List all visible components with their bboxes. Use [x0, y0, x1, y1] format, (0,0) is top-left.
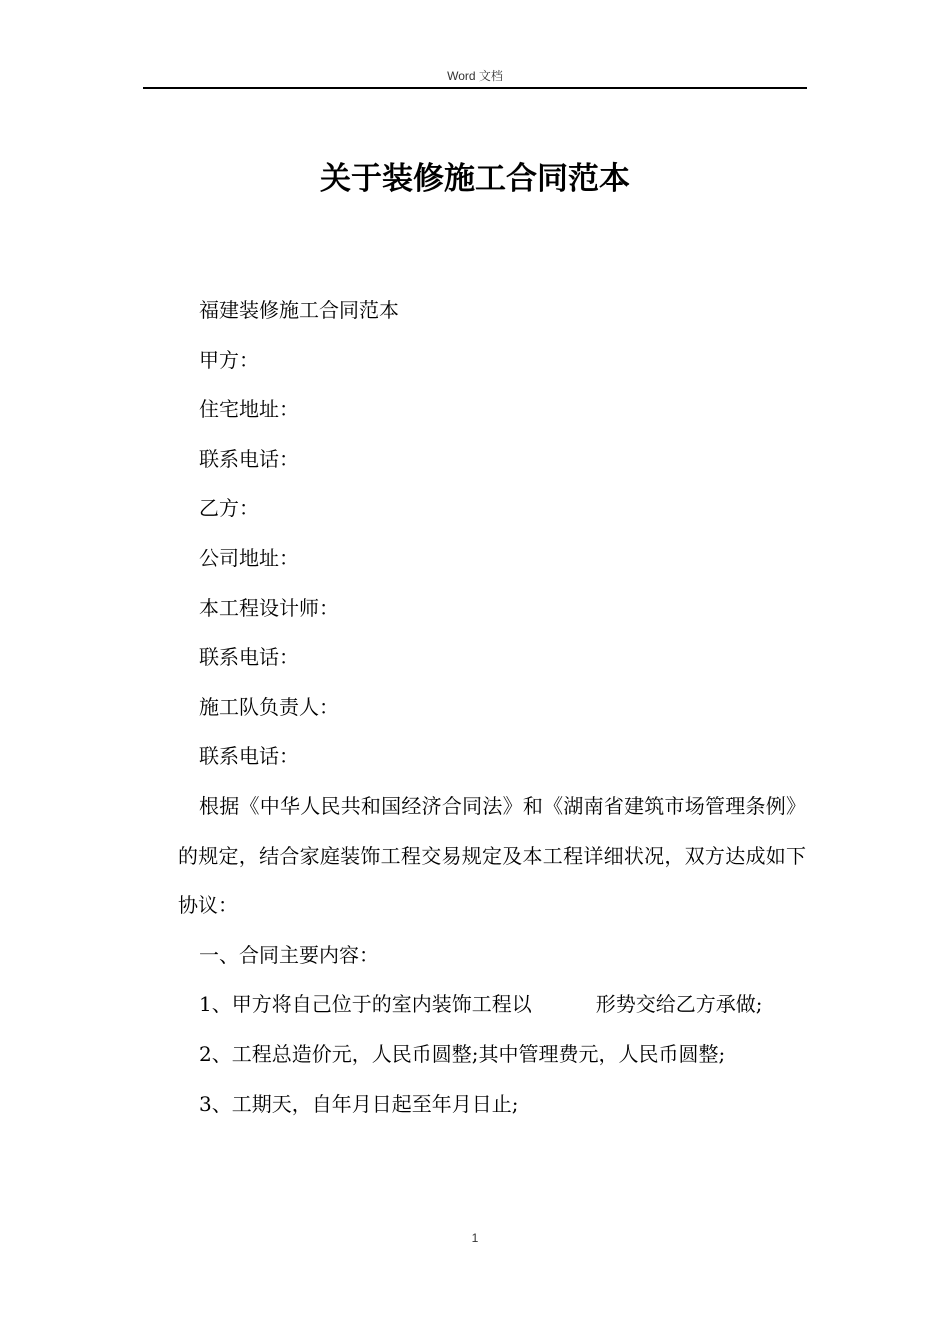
paragraph-team-leader-phone: 联系电话：: [199, 744, 299, 769]
document-title: 关于装修施工合同范本: [320, 161, 630, 197]
paragraph-residence-address: 住宅地址：: [199, 397, 299, 422]
paragraph-clause-3: 3、工期天，自年月日起至年月日止;: [199, 1091, 519, 1116]
paragraph-party-a-phone: 联系电话：: [199, 446, 299, 471]
paragraph-party-b: 乙方：: [199, 496, 259, 521]
paragraph-subtitle: 福建装修施工合同范本: [199, 298, 399, 322]
paragraph-clause-1: [178, 980, 806, 1030]
page-header: Word 文档: [447, 69, 503, 83]
paragraph-company-address: 公司地址：: [199, 545, 299, 570]
paragraph-section-one: 一、合同主要内容：: [199, 942, 379, 967]
clause-1-after: 形势交给乙方承做;: [595, 992, 763, 1017]
document-body: [178, 286, 806, 1129]
paragraph-party-a: 甲方：: [199, 347, 259, 372]
page-number: 1: [471, 1231, 479, 1245]
header-rule: [143, 87, 807, 89]
clause-1-before: 1、甲方将自己位于的室内装饰工程以: [199, 992, 532, 1017]
paragraph-clause-2: 2、工程总造价元，人民币圆整;其中管理费元，人民币圆整;: [199, 1041, 726, 1066]
paragraph-designer-phone: 联系电话：: [199, 645, 299, 670]
paragraph-team-leader: 施工队负责人：: [199, 694, 339, 719]
paragraph-designer: 本工程设计师：: [199, 595, 339, 620]
paragraph-legal-basis: 根据《中华人民共和国经济合同法》和《湖南省建筑市场管理条例》的规定，结合家庭装饰工程交易规定及本工程详细状况，双方达成如下协议：: [178, 793, 806, 918]
